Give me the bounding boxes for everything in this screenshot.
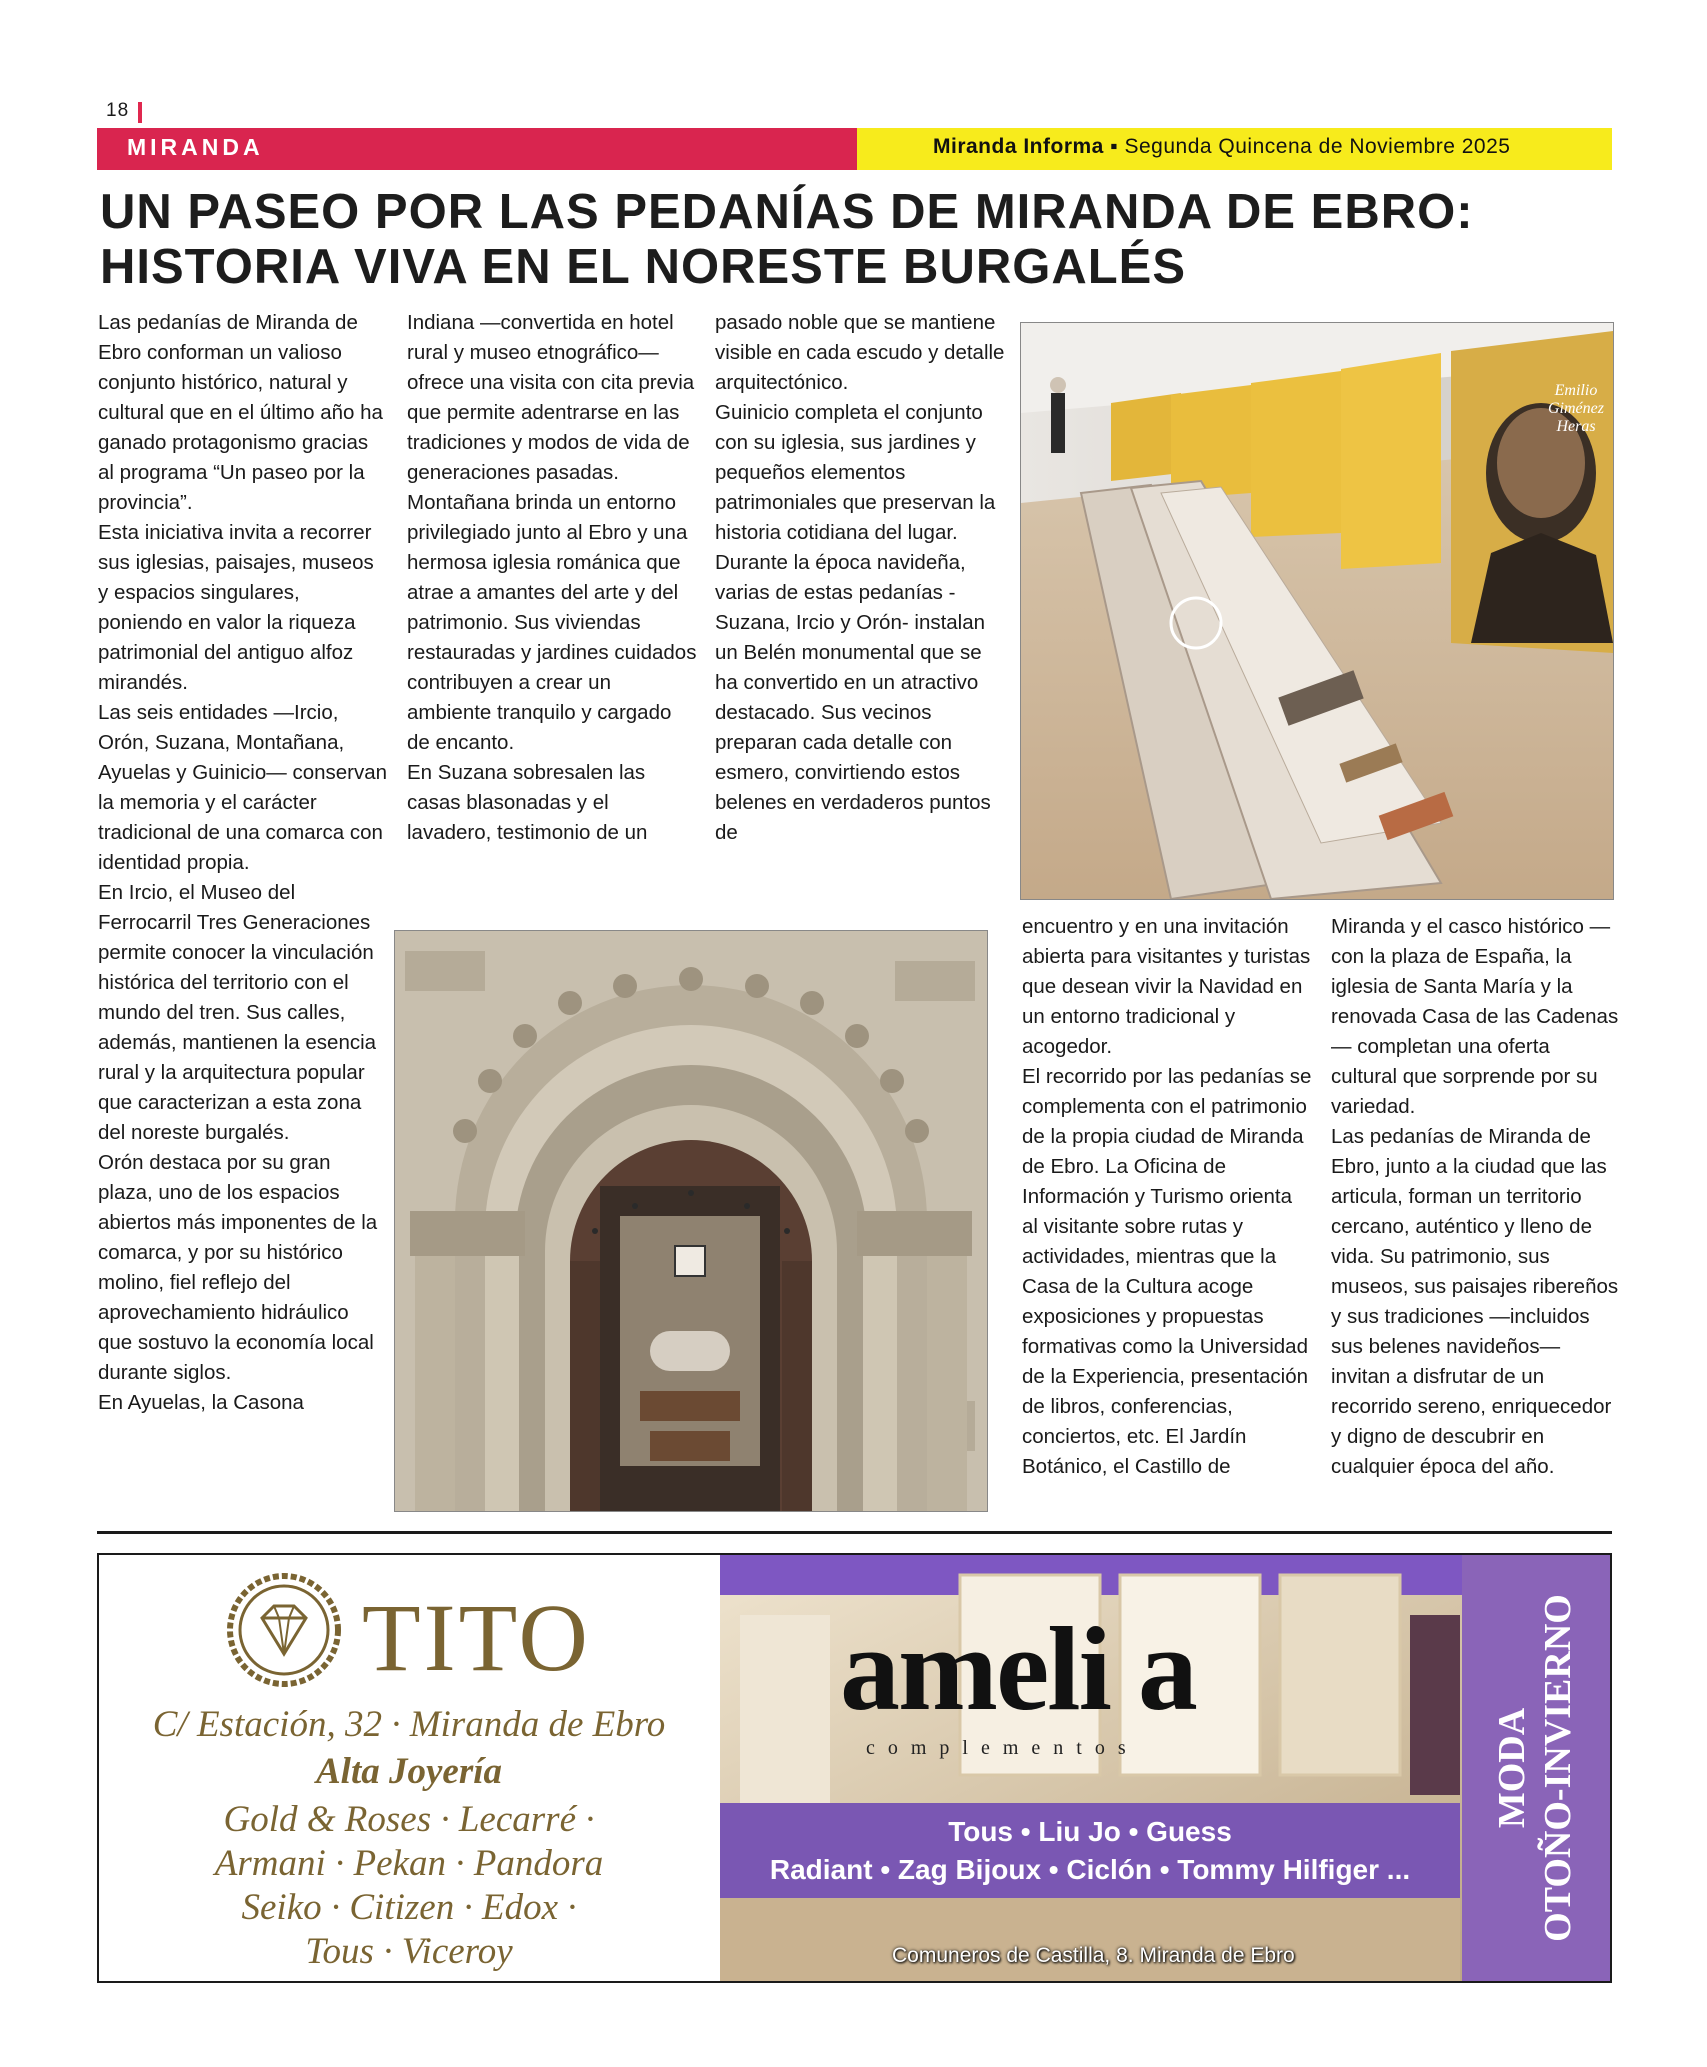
tito-brand-name: TITO — [362, 1584, 591, 1691]
article-paragraph: En Ircio, el Museo del Ferrocarril Tres Generaciones permite conocer la vinculación histórica del territorio con el mundo del tren. Sus calles, además, mantienen la esencia rural y la arquitectura popular que caracterizan a esta zona del noreste burgalés. — [98, 881, 377, 1144]
romanesque-church-door-photo — [394, 930, 988, 1512]
portrait-caption-line-2: Giménez — [1548, 400, 1604, 417]
door-photo-illustration — [395, 931, 987, 1511]
article-paragraph: Indiana —convertida en hotel rural y museo etnográfico— ofrece una visita con cita previa que permite adentrarse en las tradiciones y modos de vida de generaciones pasadas. — [407, 311, 695, 484]
publication-name: Miranda Informa — [933, 135, 1104, 158]
tito-address: C/ Estación, 32 · Miranda de Ebro — [152, 1704, 666, 1745]
edition-date: Segunda Quincena de Noviembre 2025 — [1124, 135, 1511, 158]
article-paragraph: Las pedanías de Miranda de Ebro conforman un valioso conjunto histórico, natural y cultural que en el último año ha ganado protagonismo gracias al programa “Un paseo por la provincia”. — [98, 311, 383, 514]
museum-photo-illustration — [1021, 323, 1613, 899]
diamond-logo-icon — [224, 1570, 344, 1690]
season-text — [1462, 1555, 1610, 1981]
article-paragraph: encuentro y en una invitación abierta para visitantes y turistas que desean vivir la Navidad en un entorno tradicional y acogedor. — [1022, 915, 1311, 1058]
page-number-marker — [138, 102, 142, 123]
article-column-5 — [1331, 912, 1621, 1482]
publication-line — [933, 135, 1510, 159]
portrait-caption-line-3: Heras — [1556, 418, 1596, 435]
article-paragraph: pasado noble que se mantiene visible en cada escudo y detalle arquitectónico. — [715, 311, 1005, 394]
publication-separator: ▪ — [1110, 135, 1119, 158]
section-label: MIRANDA — [127, 134, 264, 160]
amelia-brands-line-2: Radiant • Zag Bijoux • Ciclón • Tommy Hilfiger ... — [769, 1854, 1411, 1885]
season-line-1: MODA — [1491, 1707, 1533, 1829]
amelia-address: Comuneros de Castilla, 8. Miranda de Ebro — [892, 1944, 1295, 1967]
tito-brands-line: Seiko · Citizen · Edox · — [241, 1887, 577, 1928]
tito-brands-line: Tous · Viceroy — [305, 1931, 513, 1972]
museum-exhibition-photo — [1020, 322, 1614, 900]
article-column-1 — [98, 308, 388, 1418]
article-paragraph: Las pedanías de Miranda de Ebro, junto a la ciudad que las articula, forman un territorio cercano, auténtico y lleno de vida. Su patrimonio, sus museos, sus paisajes ribereños y sus tradiciones —incluidos sus belenes navideños— invitan a disfrutar de un recorrido sereno, enriquecedor y digno de descubrir en cualquier época del año. — [1331, 1125, 1619, 1478]
article-headline: UN PASEO POR LAS PEDANÍAS DE MIRANDA DE EBRO: HISTORIA VIVA EN EL NORESTE BURGALÉS — [100, 185, 1474, 294]
article-paragraph: El recorrido por las pedanías se complementa con el patrimonio de la propia ciudad de Miranda de Ebro. La Oficina de Información y Turismo orienta al visitante sobre rutas y actividades, mientras que la Casa de la Cultura acoge exposiciones y propuestas formativas como la Universidad de la Experiencia, presentación de libros, conferencias, conciertos, etc. El Jardín Botánico, el Castillo de — [1022, 1065, 1312, 1478]
article-paragraph: Miranda y el casco histórico —con la plaza de España, la iglesia de Santa María y la renovada Casa de las Cadenas— completan una oferta cultural que sorprende por su variedad. — [1331, 915, 1619, 1118]
article-paragraph: En Ayuelas, la Casona — [98, 1391, 304, 1414]
portrait-caption-line-1: Emilio — [1554, 382, 1598, 399]
article-paragraph: Montañana brinda un entorno privilegiado junto al Ebro y una hermosa iglesia románica que atrae a amantes del arte y del patrimonio. Sus viviendas restauradas y jardines cuidados contribuyen a crear un ambiente tranquilo y cargado de encanto. — [407, 491, 697, 754]
tito-brands-line: Gold & Roses · Lecarré · — [223, 1799, 595, 1840]
article-column-2 — [407, 308, 697, 848]
article-column-3 — [715, 308, 1005, 848]
tito-tagline: Alta Joyería — [315, 1751, 502, 1792]
page-number: 18 — [106, 100, 130, 121]
article-paragraph: En Suzana sobresalen las casas blasonadas y el lavadero, testimonio de un — [407, 761, 648, 844]
article-paragraph: Orón destaca por su gran plaza, uno de los espacios abiertos más imponentes de la comarca, y por su histórico molino, fiel reflejo del aprovechamiento hidráulico que sostuvo la economía local durante siglos. — [98, 1151, 378, 1384]
season-line-2: OTOÑO-INVIERNO — [1537, 1594, 1579, 1942]
article-paragraph: Esta iniciativa invita a recorrer sus iglesias, paisajes, museos y espacios singulares, poniendo en valor la riqueza patrimonial del antiguo alfoz mirandés. — [98, 521, 374, 694]
article-paragraph: Guinicio completa el conjunto con su iglesia, sus jardines y pequeños elementos patrimoniales que preservan la historia cotidiana del lugar. — [715, 401, 996, 544]
section-divider — [97, 1531, 1612, 1534]
amelia-brand-name: ameli a — [840, 1602, 1196, 1735]
article-column-4 — [1022, 912, 1312, 1482]
article-paragraph: Durante la época navideña, varias de estas pedanías - Suzana, Ircio y Orón- instalan un Belén monumental que se ha convertido en un atractivo destacado. Sus vecinos preparan cada detalle con esmero, convirtiendo estos belenes en verdaderos puntos de — [715, 551, 991, 844]
article-paragraph: Las seis entidades —Ircio, Orón, Suzana, Montañana, Ayuelas y Guinicio— conservan la memoria y el carácter tradicional de una comarca con identidad propia. — [98, 701, 388, 874]
amelia-brands-line-1: Tous • Liu Jo • Guess — [948, 1816, 1232, 1847]
tito-brands-line: Armani · Pekan · Pandora — [214, 1843, 604, 1884]
amelia-subtitle: complementos — [866, 1737, 1139, 1759]
